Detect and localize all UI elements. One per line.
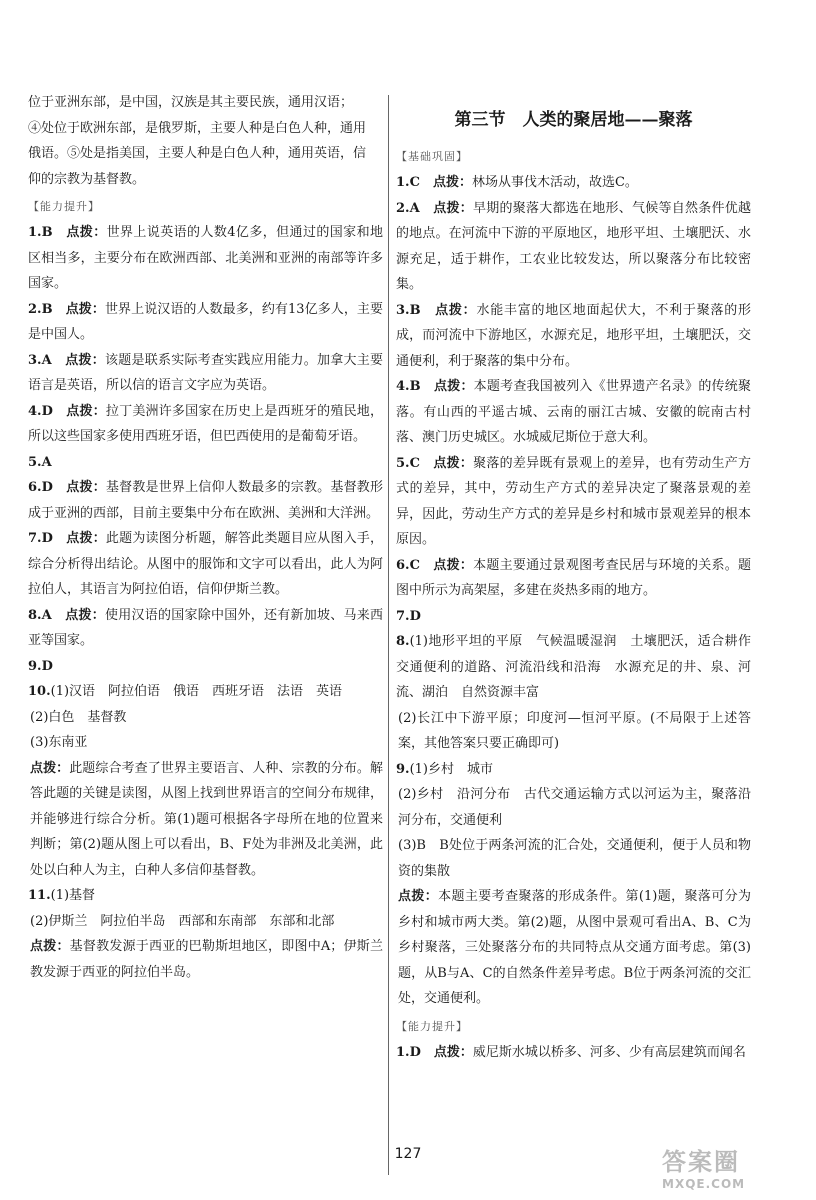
item-hint-label: 点拨： <box>66 403 106 419</box>
item-text: 水能丰富的地区地面起伏大，不利于聚落的形成，而河流中下游地区，水源充足，地形平坦，土壤肥沃，交通便利，利于聚落的集中分布。 <box>396 302 751 369</box>
answer-item <box>28 475 383 526</box>
q10-hint <box>28 756 383 884</box>
left-column <box>28 90 383 985</box>
item-hint-label: 点拨： <box>30 760 70 776</box>
item-text: 威尼斯水城以桥多、河多、少有高层建筑而闻名 <box>472 1044 746 1060</box>
item-number: 4. <box>396 379 410 394</box>
item-text: 该题是联系实际考查实践应用能力。加拿大主要语言是英语，所以信的语言文字应为英语。 <box>28 352 383 393</box>
answer-item <box>28 526 383 603</box>
answer-item <box>396 170 751 196</box>
item-hint-label: 点拨： <box>434 379 474 394</box>
item-text: 早期的聚落大都选在地形、气候等自然条件优越的地点。在河流中下游的平原地区，地形平坦、土壤肥沃、水源充足，适于耕作，工农业比较发达，所以聚落分布比较密集。 <box>396 200 751 292</box>
item-answer: A <box>41 352 52 368</box>
q8-part-1: (1)地形平坦的平原 气候温暖湿润 土壤肥沃，适合耕作 交通便利的道路、河流沿线和沿海 水源充足的井、泉、河流、湖泊 自然资源丰富 <box>396 634 765 700</box>
item-number: 7. <box>396 608 410 624</box>
item-answer: C <box>409 557 420 573</box>
item-text: 世界上说英语的人数4亿多，但通过的国家和地区相当多，主要分布在欧洲西部、北美洲和亚洲的南部等许多国家。 <box>28 225 383 291</box>
item-answer: D <box>41 658 53 674</box>
item-number: 1. <box>396 1044 410 1060</box>
item-number: 1. <box>396 175 410 190</box>
item-text: 此题综合考查了世界主要语言、人种、宗教的分布。解答此题的关键是读图，从图上找到世界语言的空间分布规律，并能够进行综合分析。第(1)题可根据各字母所在地的位置来判断；第(2)题从图上可以看出，B、F处为非洲及北美洲，此处以白种人为主，白种人多信仰基督教。 <box>30 760 383 878</box>
item-text: 本题主要通过景观图考查民居与环境的关系。题图中所示为高架屋，多建在炎热多雨的地方。 <box>396 557 751 598</box>
item-number: 1. <box>28 225 42 240</box>
section-tag-basic: 【基础巩固】 <box>396 150 468 163</box>
item-text: 本题考查我国被列入《世界遗产名录》的传统聚落。有山西的平遥古城、云南的丽江古城、安徽的皖南古村落、澳门历史城区。水城威尼斯位于意大利。 <box>396 379 751 445</box>
item-answer: B <box>409 302 421 318</box>
item-hint-label: 点拨： <box>433 1044 473 1060</box>
q11-hint <box>28 934 383 985</box>
answer-item <box>28 220 383 297</box>
answer-item <box>396 298 751 375</box>
item-text: 拉丁美洲许多国家在历史上是西班牙的殖民地，所以这些国家多使用西班牙语，但巴西使用的是葡萄牙语。 <box>28 403 383 444</box>
item-number: 6. <box>28 480 42 495</box>
q11-part-1: (1)基督 <box>50 888 96 903</box>
item-number: 11. <box>28 888 51 903</box>
answer-item <box>396 196 751 298</box>
q9-part-2: (2)乡村 沿河分布 古代交通运输方式以河运为主，聚落沿河分布，交通便利 <box>398 787 751 828</box>
item-text: 聚落的差异既有景观上的差异，也有劳动生产方式的差异，其中，劳动生产方式的差异决定了聚落景观的差异，因此，劳动生产方式的差异是乡村和城市景观差异的根本原因。 <box>396 455 751 547</box>
answer-item <box>396 1040 751 1066</box>
answer-item <box>28 883 383 909</box>
item-answer: C <box>409 455 420 471</box>
intro-line-3: 俄语。⑤处是指美国，主要人种是白色人种，通用英语，信 <box>28 146 367 161</box>
item-number: 4. <box>28 403 42 419</box>
item-hint-label: 点拨： <box>433 557 474 573</box>
q9-hint <box>396 884 751 1012</box>
item-hint-label: 点拨： <box>66 225 107 240</box>
answer-item <box>396 451 751 553</box>
q9-part-3: (3)B B处位于两条河流的汇合处，交通便利，便于人员和物资的集散 <box>398 838 751 879</box>
section-title: 第三节 人类的聚居地——聚落 <box>454 110 693 130</box>
answer-item <box>28 348 383 399</box>
item-hint-label: 点拨： <box>66 480 106 495</box>
watermark-url: MXQE.COM <box>662 1177 746 1191</box>
page-number: 127 <box>394 1146 422 1162</box>
answer-item <box>28 679 383 705</box>
item-number: 9. <box>28 658 42 674</box>
item-text: 林场从事伐木活动，故选C。 <box>471 175 638 190</box>
answer-item <box>396 374 751 451</box>
item-answer: (1)汉语 阿拉伯语 俄语 西班牙语 法语 英语 <box>50 684 343 699</box>
q10-part-2: (2)白色 基督教 <box>30 709 127 725</box>
item-hint-label: 点拨： <box>65 607 105 623</box>
q8-part-2: (2)长江中下游平原；印度河—恒河平原。(不局限于上述答案，其他答案只要正确即可) <box>398 710 751 751</box>
item-answer: B <box>409 379 421 394</box>
item-number: 5. <box>396 455 410 471</box>
item-answer: A <box>41 454 52 470</box>
item-number: 6. <box>396 557 410 573</box>
item-hint-label: 点拨： <box>432 175 472 190</box>
item-number: 3. <box>396 302 410 318</box>
q11-part-2: (2)伊斯兰 阿拉伯半岛 西部和东南部 东部和北部 <box>30 913 335 929</box>
answer-item <box>28 603 383 654</box>
answer-item <box>28 399 383 450</box>
item-hint-label: 点拨： <box>65 352 105 368</box>
item-text: 使用汉语的国家除中国外，还有新加坡、马来西亚等国家。 <box>28 607 383 648</box>
intro-line-2: ④处位于欧洲东部，是俄罗斯，主要人种是白色人种，通用 <box>28 120 367 136</box>
answer-item <box>396 604 751 630</box>
column-divider <box>388 95 389 1175</box>
answer-item <box>396 553 751 604</box>
item-answer: A <box>409 200 420 216</box>
item-number: 9. <box>396 761 410 777</box>
item-text: 基督教发源于西亚的巴勒斯坦地区，即图中A；伊斯兰教发源于西亚的阿拉伯半岛。 <box>30 939 383 980</box>
item-answer: B <box>41 301 53 317</box>
intro-line-4: 仰的宗教为基督教。 <box>28 171 146 187</box>
right-column <box>396 90 765 1065</box>
intro-line-1: 位于亚洲东部，是中国，汉族是其主要民族，通用汉语； <box>28 95 354 110</box>
item-number: 7. <box>28 531 42 546</box>
item-hint-label: 点拨： <box>435 302 477 318</box>
item-answer: B <box>41 225 53 240</box>
item-number: 8. <box>396 634 410 649</box>
item-number: 3. <box>28 352 42 368</box>
item-answer: C <box>409 175 420 190</box>
item-text: 基督教是世界上信仰人数最多的宗教。基督教形成于亚洲的西部，目前主要集中分布在欧洲、美洲和大洋洲。 <box>28 480 383 521</box>
item-hint-label: 点拨： <box>433 455 474 471</box>
item-answer: D <box>409 1044 421 1060</box>
item-text: 此题为读图分析题，解答此类题目应从图入手，综合分析得出结论。从图中的服饰和文字可以看出，此人为阿拉伯人，其语言为阿拉伯语，信仰伊斯兰教。 <box>28 531 383 597</box>
item-number: 5. <box>28 454 42 470</box>
item-text: 世界上说汉语的人数最多，约有13亿多人，主要是中国人。 <box>28 301 383 342</box>
q9-part-1: (1)乡村 城市 <box>409 761 493 777</box>
item-hint-label: 点拨： <box>30 939 70 954</box>
item-text: 本题主要考查聚落的形成条件。第(1)题，聚落可分为乡村和城市两大类。第(2)题，从图中景观可看出A、B、C为乡村聚落，三处聚落分布的共同特点从交通方面考虑。第(3)题，从B与A、C的自然条件差异考虑。B位于两条河流的交汇处，交通便利。 <box>398 889 751 1006</box>
item-number: 8. <box>28 607 42 623</box>
item-number: 2. <box>28 301 42 317</box>
watermark-logo <box>662 1142 802 1192</box>
q10-part-3: (3)东南亚 <box>30 735 88 750</box>
item-answer: D <box>41 480 53 495</box>
answer-item <box>28 297 383 348</box>
item-number: 2. <box>396 200 410 216</box>
watermark-text: 答案圈 <box>662 1148 740 1176</box>
item-hint-label: 点拨： <box>65 301 105 317</box>
answer-item <box>396 629 765 706</box>
answer-item <box>28 450 383 476</box>
item-answer: D <box>41 403 53 419</box>
answer-item <box>396 757 751 783</box>
item-hint-label: 点拨： <box>398 889 439 904</box>
item-hint-label: 点拨： <box>66 531 106 546</box>
item-answer: D <box>409 608 421 624</box>
section-tag-ability-right: 【能力提升】 <box>396 1019 468 1033</box>
item-hint-label: 点拨： <box>433 200 473 216</box>
item-answer: A <box>41 607 52 623</box>
item-answer: D <box>41 531 53 546</box>
section-tag-ability: 【能力提升】 <box>28 200 100 213</box>
answer-item <box>28 654 383 680</box>
item-number: 10. <box>28 684 51 699</box>
